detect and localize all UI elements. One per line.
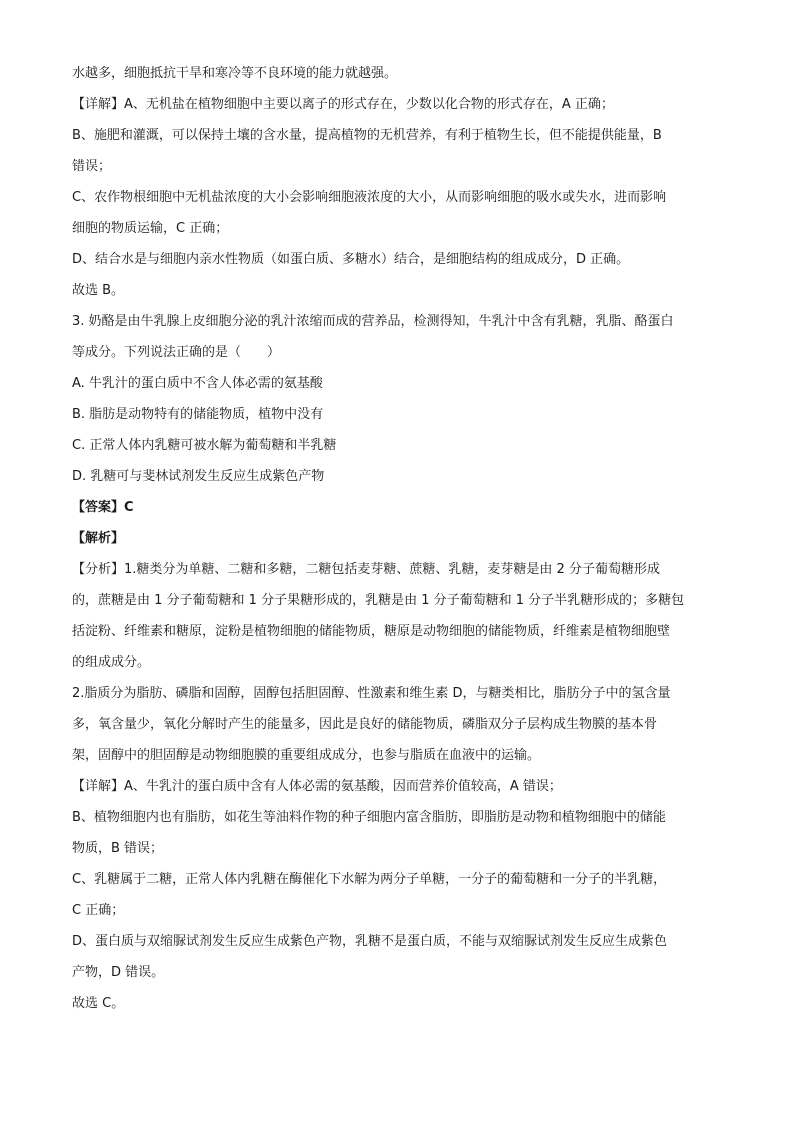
answer-heading: 【答案】C xyxy=(72,500,134,515)
option-c: C. 正常人体内乳糖可被水解为葡萄糖和半乳糖 xyxy=(72,438,337,453)
text-line: D、结合水是与细胞内亲水性物质（如蛋白质、多糖水）结合，是细胞结构的组成成分，D 正确。 xyxy=(72,252,630,267)
text-line: 括淀粉、纤维素和糖原，淀粉是植物细胞的储能物质，糖原是动物细胞的储能物质，纤维素是植物细胞壁 xyxy=(72,624,671,639)
question-stem: 等成分。下列说法正确的是（ ） xyxy=(72,345,281,360)
text-line: 【详解】A、牛乳汁的蛋白质中含有人体必需的氨基酸，因而营养价值较高，A 错误； xyxy=(72,779,562,794)
analysis-heading: 【解析】 xyxy=(72,531,125,546)
text-line: C、乳糖属于二糖，正常人体内乳糖在酶催化下水解为两分子单糖，一分子的葡萄糖和一分子的半乳糖， xyxy=(72,872,667,887)
text-line: B、植物细胞内也有脂肪，如花生等油料作物的种子细胞内富含脂肪，即脂肪是动物和植物细胞中的储能 xyxy=(72,810,666,825)
text-line: 物质，B 错误； xyxy=(72,841,164,856)
text-line: 【分析】1.糖类分为单糖、二糖和多糖，二糖包括麦芽糖、蔗糖、乳糖，麦芽糖是由 2 分子葡萄糖形成 xyxy=(72,562,660,577)
text-line: 水越多，细胞抵抗干旱和寒冷等不良环境的能力就越强。 xyxy=(72,66,398,81)
text-line: 多，氧含量少，氧化分解时产生的能量多，因此是良好的储能物质，磷脂双分子层构成生物膜的基本骨 xyxy=(72,717,658,732)
text-line: 产物，D 错误。 xyxy=(72,965,165,980)
option-a: A. 牛乳汁的蛋白质中不含人体必需的氨基酸 xyxy=(72,376,323,391)
text-line: D、蛋白质与双缩脲试剂发生反应生成紫色产物，乳糖不是蛋白质，不能与双缩脲试剂发生反应生成紫色 xyxy=(72,934,668,949)
text-line: 细胞的物质运输，C 正确； xyxy=(72,221,229,236)
option-b: B. 脂肪是动物特有的储能物质，植物中没有 xyxy=(72,407,324,422)
text-line: 错误； xyxy=(72,159,112,174)
text-line: C、农作物根细胞中无机盐浓度的大小会影响细胞液浓度的大小，从而影响细胞的吸水或失水，进而影响 xyxy=(72,190,667,205)
document-page xyxy=(72,62,722,1023)
text-line: C 正确； xyxy=(72,903,125,918)
text-line: 2.脂质分为脂肪、磷脂和固醇，固醇包括胆固醇、性激素和维生素 D，与糖类相比，脂肪分子中的氢含量 xyxy=(72,686,671,701)
text-line: 【详解】A、无机盐在植物细胞中主要以离子的形式存在，少数以化合物的形式存在，A 正确； xyxy=(72,97,614,112)
text-line: 故选 B。 xyxy=(72,283,125,298)
text-line: B、施肥和灌溉，可以保持土壤的含水量，提高植物的无机营养，有利于植物生长，但不能提供能量，B xyxy=(72,128,662,143)
option-d: D. 乳糖可与斐林试剂发生反应生成紫色产物 xyxy=(72,469,325,484)
question-stem: 3. 奶酪是由牛乳腺上皮细胞分泌的乳汁浓缩而成的营养品，检测得知，牛乳汁中含有乳糖，乳脂、酪蛋白 xyxy=(72,314,674,329)
text-line: 的，蔗糖是由 1 分子葡萄糖和 1 分子果糖形成的，乳糖是由 1 分子葡萄糖和 1 分子半乳糖形成的；多糖包 xyxy=(72,593,685,608)
text-line: 架，固醇中的胆固醇是动物细胞膜的重要组成成分，也参与脂质在血液中的运输。 xyxy=(72,748,541,763)
text-line: 故选 C。 xyxy=(72,996,125,1011)
text-line: 的组成成分。 xyxy=(72,655,151,670)
